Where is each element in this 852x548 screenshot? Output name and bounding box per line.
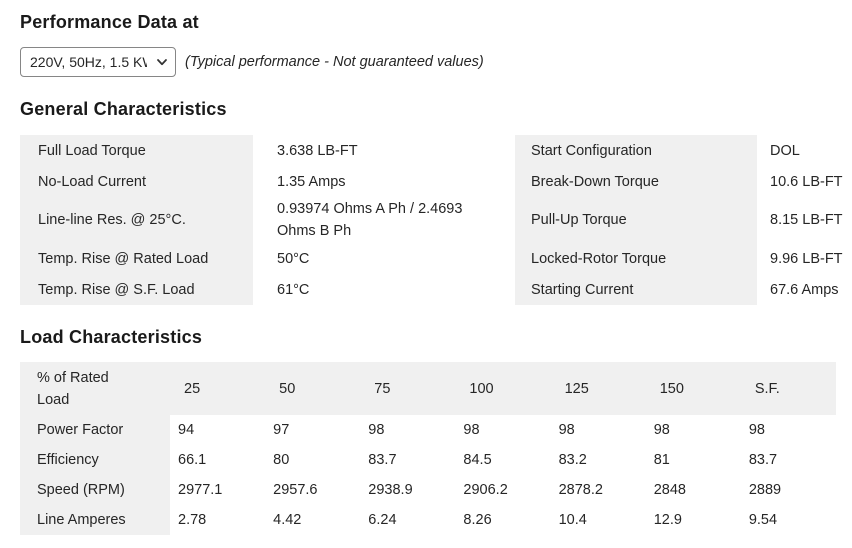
general-label-left: Temp. Rise @ S.F. Load [20, 274, 253, 305]
load-column-header: 75 [360, 362, 455, 415]
table-row [20, 135, 836, 166]
load-cell: 83.2 [558, 452, 587, 468]
table-row [20, 243, 836, 274]
general-label-left: Temp. Rise @ Rated Load [20, 243, 253, 274]
load-cell: 4.42 [273, 512, 302, 528]
table-row [20, 415, 836, 445]
general-label-right: Locked-Rotor Torque [515, 243, 757, 274]
load-cell: 98 [463, 422, 480, 438]
table-row [20, 197, 836, 243]
load-column-header: 100 [455, 362, 550, 415]
load-column-header: 150 [646, 362, 741, 415]
load-row-label: Power Factor [20, 415, 170, 445]
load-cell: 98 [368, 422, 385, 438]
general-label-left: Line-line Res. @ 25°C. [20, 197, 253, 243]
table-row [20, 166, 836, 197]
general-label-right: Start Configuration [515, 135, 757, 166]
general-label-right: Pull-Up Torque [515, 197, 757, 243]
general-label-right: Starting Current [515, 274, 757, 305]
general-characteristics-table [20, 135, 843, 305]
general-value-left: 61°C [253, 274, 515, 305]
load-cell: 81 [653, 452, 670, 468]
load-cell: 2878.2 [558, 482, 603, 498]
load-column-header: 125 [551, 362, 646, 415]
load-cell: 80 [273, 452, 290, 468]
load-cell: 10.4 [558, 512, 587, 528]
load-cell: 2957.6 [273, 482, 318, 498]
load-cell: 83.7 [748, 452, 778, 468]
load-header-label: % of Rated Load [20, 362, 170, 415]
load-header-row [20, 362, 836, 415]
load-cell: 8.26 [463, 512, 492, 528]
load-row-label: Efficiency [20, 445, 170, 475]
load-characteristics-table [20, 362, 836, 535]
load-column-header: 50 [265, 362, 360, 415]
general-characteristics-heading: General Characteristics [20, 99, 227, 119]
general-value-right: 9.96 LB-FT [757, 243, 836, 274]
general-value-right: 10.6 LB-FT [757, 166, 836, 197]
typical-performance-note: (Typical performance - Not guaranteed values) [185, 54, 484, 70]
load-row-label: Line Amperes [20, 505, 170, 535]
load-cell: 98 [653, 422, 670, 438]
load-characteristics-heading: Load Characteristics [20, 327, 203, 347]
load-cell: 94 [178, 422, 195, 438]
general-value-left: 0.93974 Ohms A Ph / 2.4693 Ohms B Ph [253, 197, 515, 243]
table-row [20, 505, 836, 535]
table-row [20, 475, 836, 505]
load-cell: 2938.9 [368, 482, 413, 498]
general-value-right: DOL [757, 135, 836, 166]
load-cell: 98 [748, 422, 765, 438]
voltage-select-wrapper [20, 47, 176, 77]
load-cell: 2848 [653, 482, 686, 498]
load-cell: 98 [558, 422, 575, 438]
load-cell: 2.78 [178, 512, 207, 528]
load-cell: 66.1 [178, 452, 207, 468]
voltage-frequency-power-select[interactable] [20, 47, 176, 77]
load-cell: 83.7 [368, 452, 397, 468]
general-value-right: 67.6 Amps [757, 274, 836, 305]
general-value-left: 50°C [253, 243, 515, 274]
general-label-right: Break-Down Torque [515, 166, 757, 197]
load-cell: 2977.1 [178, 482, 223, 498]
general-value-right: 8.15 LB-FT [757, 197, 836, 243]
voltage-selector-row [20, 47, 836, 77]
load-cell: 84.5 [463, 452, 492, 468]
load-cell: 2889 [748, 482, 782, 498]
general-label-left: No-Load Current [20, 166, 253, 197]
load-cell: 12.9 [653, 512, 682, 528]
load-cell: 97 [273, 422, 290, 438]
load-cell: 9.54 [748, 512, 778, 528]
page-title: Performance Data at [20, 12, 199, 32]
load-column-header: 25 [170, 362, 265, 415]
general-label-left: Full Load Torque [20, 135, 253, 166]
table-row [20, 274, 836, 305]
table-row [20, 445, 836, 475]
load-cell: 2906.2 [463, 482, 508, 498]
load-cell: 6.24 [368, 512, 397, 528]
load-column-header: S.F. [741, 362, 836, 415]
load-row-label: Speed (RPM) [20, 475, 170, 505]
general-value-left: 3.638 LB-FT [253, 135, 515, 166]
general-value-left: 1.35 Amps [253, 166, 515, 197]
